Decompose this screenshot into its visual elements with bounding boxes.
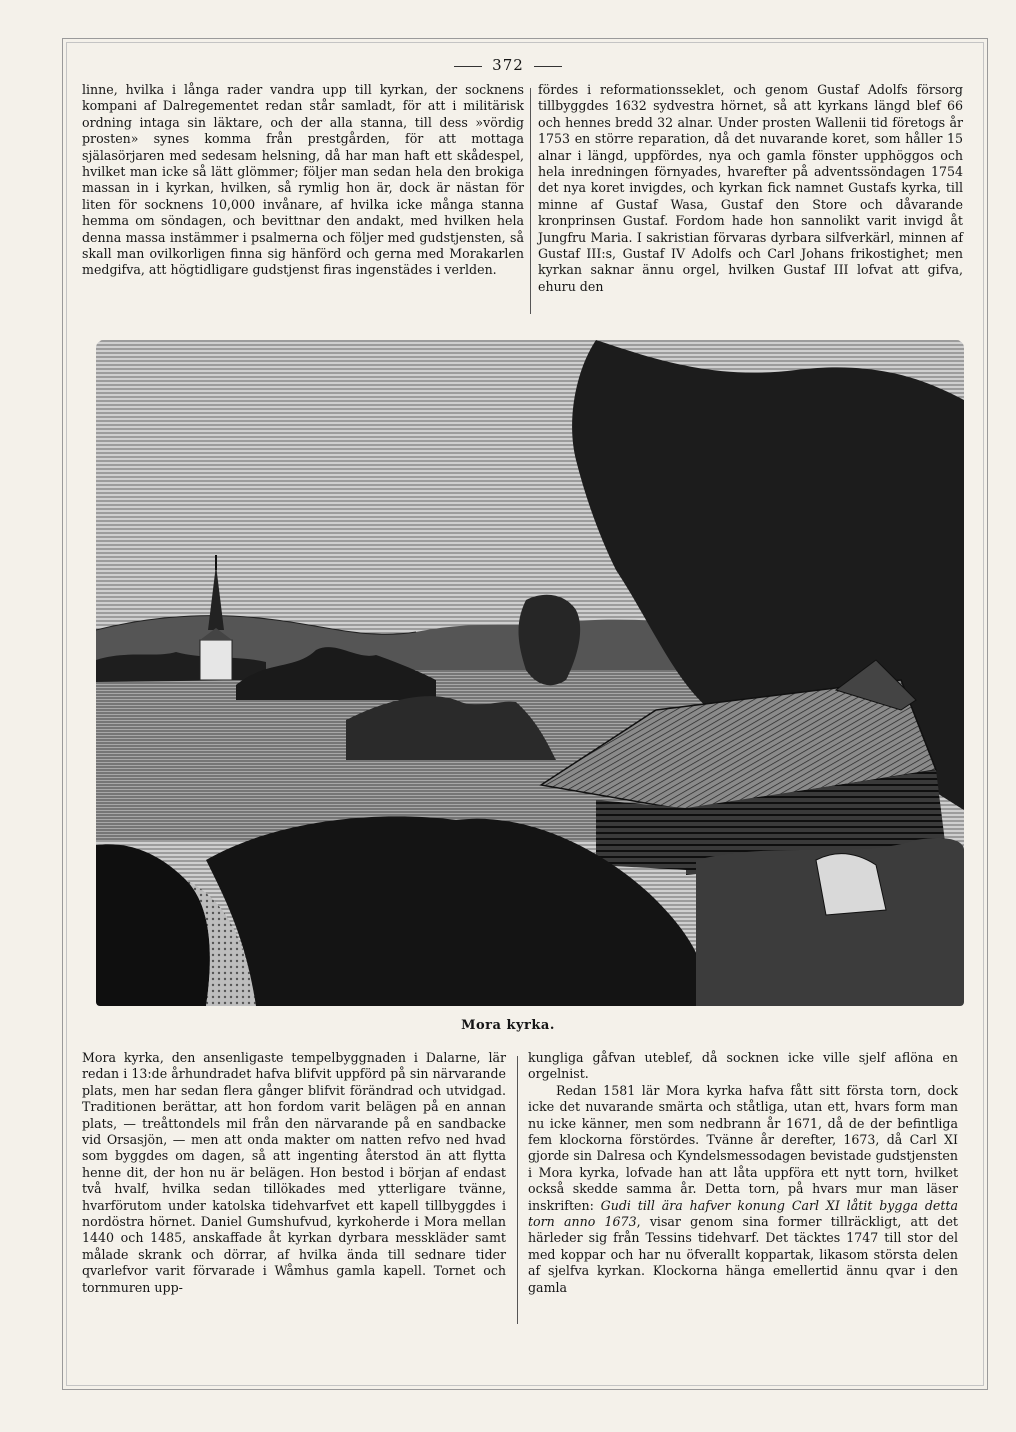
paragraph-organ: kungliga gåfvan uteblef, då socknen icke ville sjelf aflöna en orgelnist.	[528, 1050, 958, 1082]
page-number: 372	[0, 56, 1016, 74]
text-column-bottom-right	[528, 1050, 958, 1296]
figure-caption: Mora kyrka.	[461, 1018, 555, 1033]
column-divider-bottom	[517, 1056, 518, 1324]
landscape-illustration	[96, 340, 964, 1006]
column-divider	[530, 88, 531, 314]
text-column-top-right: fördes i reformationsseklet, och genom Gustaf Adolfs försorg tillbyggdes 1632 sydvestra hörnet, så att kyrkans längd blef 66 och hennes bredd 32 alnar. Under prosten Wallenii tid företogs år 1753 en större reparation, då det nuvarande koret, som håller 15 alnar i längd, uppfördes, nya och gamla fönster upphöggos och hela inredningen förnyades, hvarefter på adventssöndagen 1754 det nya koret invigdes, och kyrkan fick namnet Gustafs kyrka, till minne af Gustaf Wasa, Gustaf den Store och dåvarande kronprinsen Gustaf. Fordom hade hon sannolikt varit invigd åt Jungfru Maria. I sakristian förvaras dyrbara silfverkärl, minnen af Gustaf III:s, Gustaf IV Adolfs och Carl Johans frikostighet; men kyrkan saknar ännu orgel, hvilken Gustaf III lofvat att gifva, ehuru den	[538, 82, 963, 294]
text-column-top-left: linne, hvilka i långa rader vandra upp till kyrkan, der socknens kompani af Dalregementet redan står samladt, för att i militärisk ordning intaga sin läktare, och der alla stanna, till dess »vördig prosten» synes komma från prestgården, för att mottaga själasörjaren med sedesam helsning, då har man haft ett skådespel, hvilket man icke så lätt glömmer; följer man sedan hela den brokiga massan in i kyrkan, hvilken, så rymlig hon är, dock är nästan för liten för socknens 10,000 invånare, af hvilka icke många stanna hemma om söndagen, och bevittnar den andakt, med hvilken hela denna massa instämmer i psalmerna och följer med gudstjensten, så skall man ovilkorligen finna sig hänförd och gerna med Morakarlen medgifva, att högtidligare gudstjenst firas ingenstädes i verlden.	[82, 82, 524, 278]
engraving-mora-church	[96, 340, 964, 1006]
text-column-bottom-left: Mora kyrka, den ansenligaste tempelbyggnaden i Dalarne, lär redan i 13:de århundradet hafva blifvit uppförd på sin närvarande plats, men har sedan flera gånger blifvit förändrad och utvidgad. Traditionen berättar, att hon fordom varit belägen på en annan plats, — treåttondels mil från den närvarande på en sandbacke vid Orsasjön, — men att onda makter om natten refvo ned hvad som byggdes om dagen, så att ingenting återstod än att flytta henne dit, der hon nu är belägen. Hon bestod i början af endast två hvalf, hvilka sedan tillökades med ytterligare tvänne, hvarförutom under katolska tidehvarfvet ett kapell tillbyggdes i nordöstra hörnet. Daniel Gumshufvud, kyrkoherde i Mora mellan 1440 och 1485, anskaffade åt kyrkan dyrbara messkläder samt målade skrank och dörrar, af hvilka ända till sednare tider qvarlefvor varit förvarade i Wåmhus gamla kapell. Tornet och tornmuren upp-	[82, 1050, 506, 1295]
tower-inscription: Gudi till ära hafver konung Carl XI låtit bygga detta torn anno 1673	[528, 1197, 958, 1230]
paragraph-tower: Redan 1581 lär Mora kyrka hafva fått sitt första torn, dock icke det nuvarande smärta och ståtliga, utan ett, hvars form man nu icke känner, men som nedbrann år 1671, då de der befintliga fem klockorna förstördes. Tvänne år derefter, 1673, då Carl XI gjorde sin Dalresa och Kyndelsmessodagen bevistade gudstjensten i Mora kyrka, lofvade han att låta uppföra ett nytt torn, hvilket också skedde samma år. Detta torn, på hvars mur man läser inskriften: Gudi till ära hafver konung Carl XI låtit bygga detta torn anno 1673, visar genom sina former tillräckligt, att det härleder sig från Tessins tidehvarf. Det täcktes 1747 till stor del med koppar och har nu öfverallt koppartak, likasom största delen af sjelfva kyrkan. Klockorna hänga emellertid ännu qvar i den gamla	[528, 1082, 958, 1295]
